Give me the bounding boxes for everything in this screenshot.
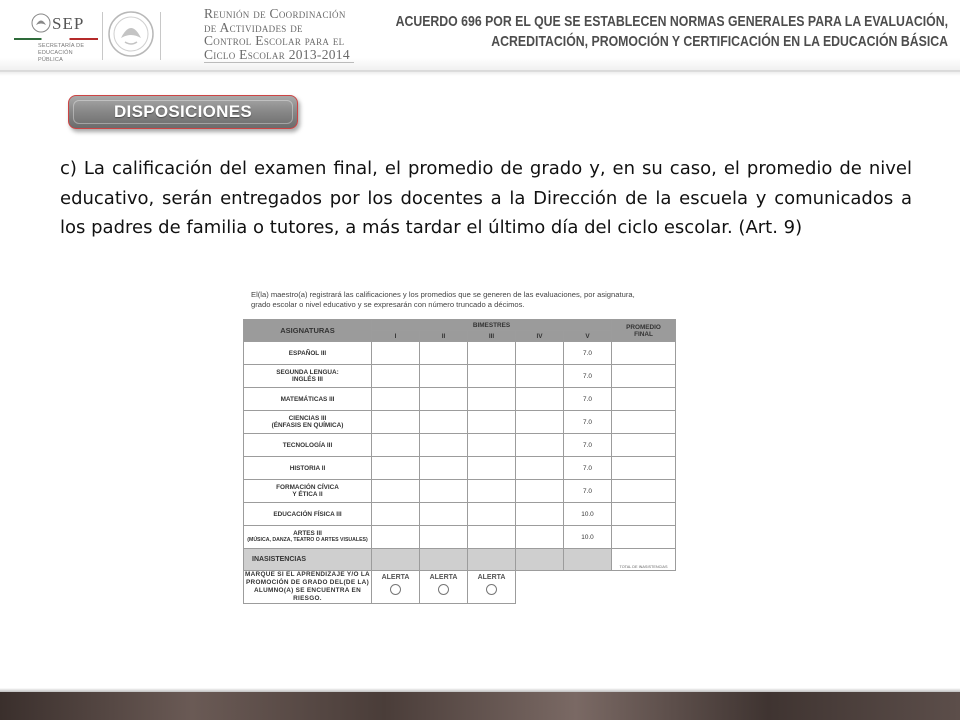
subject-name: CIENCIAS III bbox=[288, 415, 327, 422]
section-tag bbox=[60, 95, 300, 130]
alert-label: ALERTA bbox=[477, 573, 506, 581]
grade-cell bbox=[516, 434, 564, 457]
bimester-col-header: III bbox=[468, 331, 516, 342]
bimester-col-header: I bbox=[372, 331, 420, 342]
sep-title: SEP bbox=[52, 14, 85, 33]
sep-subtitle-line: SECRETARÍA DE bbox=[38, 43, 85, 49]
agreement-title-line: ACREDITACIÓN, PROMOCIÓN Y CERTIFICACIÓN EN LA EDUCACIÓN BÁSICA bbox=[491, 33, 948, 50]
grade-cell bbox=[516, 388, 564, 411]
report-card-figure bbox=[243, 288, 688, 606]
sep-subtitle bbox=[38, 43, 98, 64]
subject-cell bbox=[244, 434, 372, 457]
grade-cell bbox=[468, 457, 516, 480]
grades-table bbox=[243, 319, 676, 604]
alert-label: ALERTA bbox=[381, 573, 410, 581]
meeting-title-line: Ciclo Escolar 2013-2014 bbox=[204, 46, 350, 62]
grade-cell bbox=[468, 480, 516, 503]
subject-name: ESPAÑOL III bbox=[288, 349, 327, 357]
subject-cell bbox=[244, 411, 372, 434]
grade-cell-v: 7.0 bbox=[564, 434, 612, 457]
empty-cell bbox=[612, 571, 676, 604]
subject-cell bbox=[244, 526, 372, 549]
grade-cell bbox=[468, 526, 516, 549]
grade-cell bbox=[420, 388, 468, 411]
absences-row bbox=[244, 549, 676, 571]
body-paragraph: c) La calificación del examen final, el promedio de grado y, en su caso, el promedio de nivel educativo, serán entregados por los docentes a la Dirección de la escuela y comunicados a los padres de familia o tutores, a más tardar el último día del ciclo escolar. (Art. 9) bbox=[60, 158, 912, 238]
grade-cell bbox=[516, 503, 564, 526]
risk-row bbox=[244, 571, 676, 604]
grade-cell bbox=[420, 342, 468, 365]
subject-name: ARTES III bbox=[293, 530, 322, 537]
section-title: DISPOSICIONES bbox=[68, 95, 298, 129]
subject-name: FORMACIÓN CÍVICA bbox=[276, 484, 339, 491]
subject-cell bbox=[244, 503, 372, 526]
risk-label: MARQUE SI EL APRENDIZAJE Y/O LA PROMOCIÓN DE GRADO DEL(DE LA) ALUMNO(A) SE ENCUENTRA EN RIESGO. bbox=[245, 571, 370, 602]
grade-cell bbox=[372, 411, 420, 434]
grade-cell-v: 7.0 bbox=[564, 457, 612, 480]
grade-cell bbox=[516, 457, 564, 480]
table-row bbox=[244, 365, 676, 388]
header-divider bbox=[102, 12, 103, 60]
grade-cell bbox=[372, 457, 420, 480]
grade-cell bbox=[468, 434, 516, 457]
grade-cell bbox=[420, 480, 468, 503]
grade-cell-v: 10.0 bbox=[564, 526, 612, 549]
final-average-header bbox=[612, 320, 676, 342]
subject-name: HISTORIA II bbox=[289, 464, 326, 472]
grade-cell bbox=[420, 457, 468, 480]
table-row bbox=[244, 526, 676, 549]
absences-cell bbox=[372, 549, 420, 571]
subject-name-line2: INGLÉS III bbox=[292, 376, 323, 383]
final-average-header-line: PROMEDIO bbox=[626, 323, 661, 331]
grade-cell bbox=[372, 342, 420, 365]
grade-cell bbox=[420, 526, 468, 549]
grade-cell bbox=[516, 526, 564, 549]
meeting-title bbox=[204, 7, 350, 61]
subject-cell bbox=[244, 365, 372, 388]
subject-cell bbox=[244, 457, 372, 480]
grade-cell bbox=[516, 411, 564, 434]
empty-cell bbox=[516, 571, 564, 604]
average-cell bbox=[612, 342, 676, 365]
absences-label: INASISTENCIAS bbox=[244, 549, 372, 571]
absences-cell bbox=[468, 549, 516, 571]
grade-cell-v: 7.0 bbox=[564, 365, 612, 388]
alert-radio[interactable] bbox=[486, 584, 497, 595]
absences-cell bbox=[516, 549, 564, 571]
grade-cell bbox=[420, 365, 468, 388]
slide-footer-band bbox=[0, 692, 960, 720]
grade-cell bbox=[372, 365, 420, 388]
average-cell bbox=[612, 365, 676, 388]
grade-cell bbox=[420, 503, 468, 526]
table-row bbox=[244, 480, 676, 503]
grade-cell bbox=[372, 434, 420, 457]
grade-cell bbox=[372, 503, 420, 526]
subject-cell bbox=[244, 342, 372, 365]
grade-cell bbox=[420, 434, 468, 457]
grade-cell bbox=[468, 342, 516, 365]
table-row bbox=[244, 457, 676, 480]
grade-cell-v: 7.0 bbox=[564, 342, 612, 365]
agreement-title bbox=[390, 12, 948, 52]
sep-subtitle-line: EDUCACIÓN PÚBLICA bbox=[38, 50, 73, 63]
average-cell bbox=[612, 503, 676, 526]
alert-cell bbox=[468, 571, 516, 604]
national-seal-icon bbox=[107, 10, 155, 58]
subject-name-line2: (MÚSICA, DANZA, TEATRO O ARTES VISUALES) bbox=[247, 537, 368, 543]
grade-cell bbox=[516, 342, 564, 365]
meeting-title-line: de Actividades de bbox=[204, 19, 303, 35]
alert-radio[interactable] bbox=[438, 584, 449, 595]
grade-cell bbox=[468, 388, 516, 411]
header-shadow bbox=[0, 70, 960, 76]
final-average-header-line: FINAL bbox=[634, 330, 653, 338]
alert-cell bbox=[420, 571, 468, 604]
slide-header bbox=[0, 0, 960, 72]
report-card-note-line: El(la) maestro(a) registrará las calificaciones y los promedios que se generen de las evaluaciones, por asignatura, bbox=[251, 290, 635, 299]
eagle-icon bbox=[30, 12, 52, 34]
grade-cell-v: 7.0 bbox=[564, 388, 612, 411]
agreement-title-line: ACUERDO 696 POR EL QUE SE ESTABLECEN NORMAS GENERALES PARA LA EVALUACIÓN, bbox=[395, 13, 948, 30]
alert-cell bbox=[372, 571, 420, 604]
meeting-title-underline bbox=[204, 62, 354, 63]
table-row bbox=[244, 342, 676, 365]
subjects-header: ASIGNATURAS bbox=[244, 320, 372, 342]
empty-cell bbox=[564, 571, 612, 604]
subject-name-line2: (ÉNFASIS EN QUÍMICA) bbox=[271, 422, 344, 429]
bimesters-header: BIMESTRES bbox=[372, 320, 612, 331]
table-row bbox=[244, 434, 676, 457]
grade-cell bbox=[420, 411, 468, 434]
total-absences-cell bbox=[612, 549, 676, 571]
meeting-title-line: Control Escolar para el bbox=[204, 33, 345, 48]
subject-name: SEGUNDA LENGUA: bbox=[276, 369, 339, 376]
alert-label: ALERTA bbox=[429, 573, 458, 581]
table-row bbox=[244, 388, 676, 411]
grade-cell-v: 10.0 bbox=[564, 503, 612, 526]
grade-cell-v: 7.0 bbox=[564, 411, 612, 434]
table-row bbox=[244, 411, 676, 434]
average-cell bbox=[612, 388, 676, 411]
grade-cell bbox=[372, 480, 420, 503]
table-row bbox=[244, 503, 676, 526]
subject-name-line2: Y ÉTICA II bbox=[292, 491, 323, 498]
average-cell bbox=[612, 480, 676, 503]
flag-stripe bbox=[14, 38, 98, 40]
grade-cell bbox=[468, 503, 516, 526]
grade-cell bbox=[468, 411, 516, 434]
bimester-col-header: IV bbox=[516, 331, 564, 342]
absences-cell bbox=[420, 549, 468, 571]
average-cell bbox=[612, 434, 676, 457]
average-cell bbox=[612, 457, 676, 480]
meeting-title-line: Reunión de Coordinación bbox=[204, 6, 346, 21]
report-card-note bbox=[251, 290, 691, 310]
sep-logo bbox=[14, 12, 98, 63]
bimester-col-header: II bbox=[420, 331, 468, 342]
grade-cell bbox=[516, 480, 564, 503]
subject-name: MATEMÁTICAS III bbox=[280, 395, 335, 403]
grade-cell bbox=[516, 365, 564, 388]
absences-cell bbox=[564, 549, 612, 571]
alert-radio[interactable] bbox=[390, 584, 401, 595]
subject-cell bbox=[244, 388, 372, 411]
grade-cell bbox=[372, 388, 420, 411]
average-cell bbox=[612, 411, 676, 434]
report-card-note-line: grado escolar o nivel educativo y se expresarán con número truncado a décimos. bbox=[251, 300, 525, 309]
grade-cell bbox=[372, 526, 420, 549]
subject-name: EDUCACIÓN FÍSICA III bbox=[273, 510, 342, 518]
subject-cell bbox=[244, 480, 372, 503]
total-absences-label: TOTAL DE INASISTENCIAS bbox=[619, 565, 668, 569]
bimester-col-header: V bbox=[564, 331, 612, 342]
grade-cell-v: 7.0 bbox=[564, 480, 612, 503]
grade-cell bbox=[468, 365, 516, 388]
header-divider bbox=[160, 12, 161, 60]
subject-name: TECNOLOGÍA III bbox=[282, 441, 333, 449]
average-cell bbox=[612, 526, 676, 549]
